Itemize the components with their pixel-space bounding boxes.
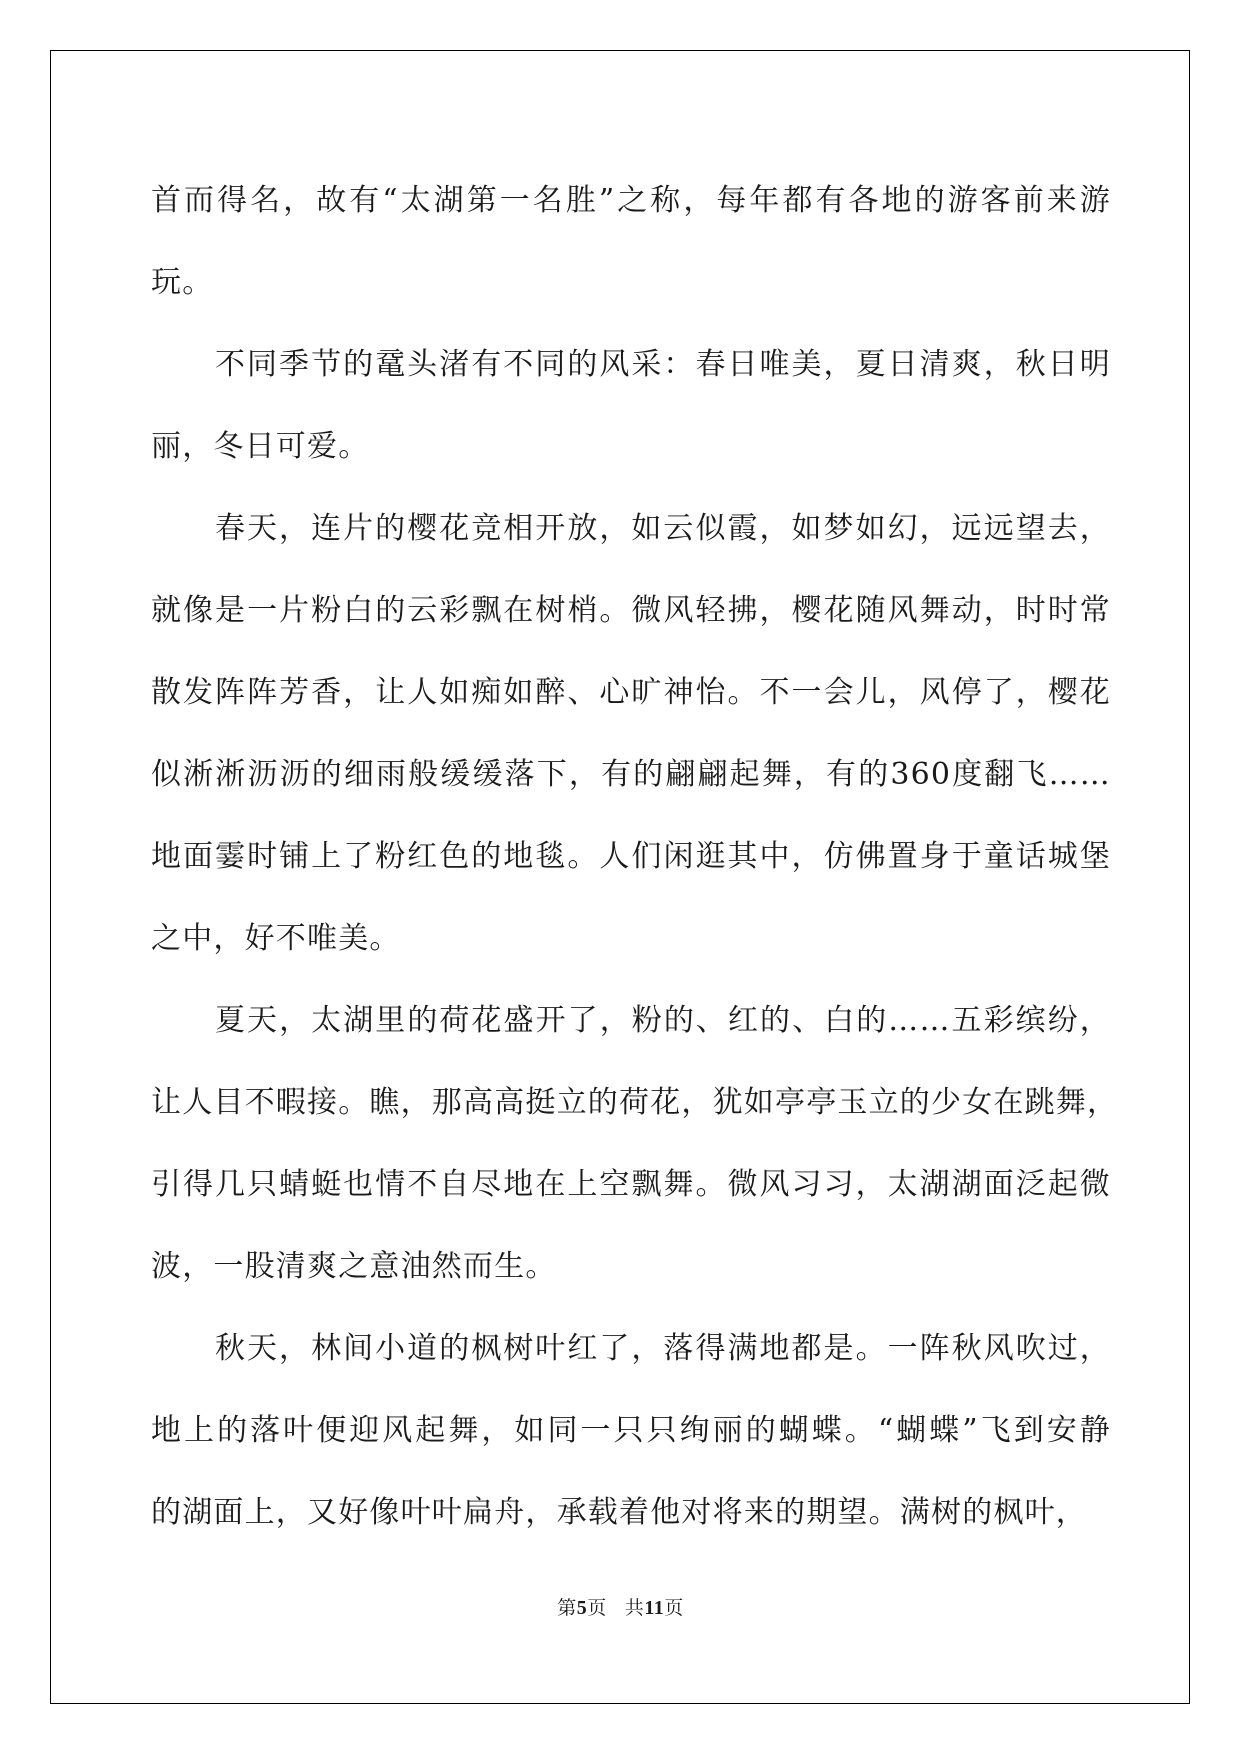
text-line: 的湖面上，又好像叶叶扁舟，承载着他对将来的期望。满树的枫叶， [151, 1495, 1087, 1530]
text-line: 夏天，太湖里的荷花盛开了，粉的、红的、白的……五彩缤纷， [215, 1003, 1111, 1038]
text-line: 地上的落叶便迎风起舞，如同一只只绚丽的蝴蝶。“蝴蝶”飞到安静 [151, 1413, 1111, 1448]
paragraph [151, 980, 1119, 1308]
footer-total-unit: 页 [664, 1597, 684, 1619]
footer-page-unit: 页 [587, 1597, 607, 1619]
text-line: 不同季节的鼋头渚有不同的风采：春日唯美，夏日清爽，秋日明 [215, 347, 1111, 382]
text-line: 之中，好不唯美。 [151, 921, 401, 956]
text-line: 首而得名，故有“太湖第一名胜”之称，每年都有各地的游客前来游 [151, 183, 1111, 218]
footer-page-current: 5 [576, 1597, 588, 1619]
text-line: 秋天，林间小道的枫树叶红了，落得满地都是。一阵秋风吹过， [215, 1331, 1111, 1366]
text-line: 波，一股清爽之意油然而生。 [151, 1249, 557, 1284]
paragraph [151, 488, 1111, 980]
text-line: 玩。 [151, 265, 214, 300]
paragraph [151, 324, 1111, 488]
footer-page-prefix: 第 [557, 1597, 577, 1619]
text-line: 就像是一片粉白的云彩飘在树梢。微风轻拂，樱花随风舞动，时时常 [151, 593, 1111, 628]
text-line: 让人目不暇接。瞧，那高高挺立的荷花，犹如亭亭玉立的少女在跳舞， [151, 1085, 1119, 1120]
text-line: 散发阵阵芳香，让人如痴如醉、心旷神怡。不一会儿，风停了，樱花 [151, 675, 1111, 710]
footer-page-total: 11 [644, 1597, 665, 1619]
text-line: 丽，冬日可爱。 [151, 429, 370, 464]
document-body [151, 160, 1119, 1554]
text-line: 春天，连片的樱花竞相开放，如云似霞，如梦如幻，远远望去， [215, 511, 1111, 546]
footer-total-prefix: 共 [624, 1597, 645, 1619]
text-line: 地面霎时铺上了粉红色的地毯。人们闲逛其中，仿佛置身于童话城堡 [151, 839, 1111, 874]
text-line: 引得几只蜻蜓也情不自尽地在上空飘舞。微风习习，太湖湖面泛起微 [151, 1167, 1111, 1202]
page-footer [0, 1596, 1241, 1620]
paragraph [151, 1308, 1111, 1554]
text-line: 似淅淅沥沥的细雨般缓缓落下，有的翩翩起舞，有的360度翻飞…… [151, 757, 1111, 792]
paragraph [151, 160, 1111, 324]
